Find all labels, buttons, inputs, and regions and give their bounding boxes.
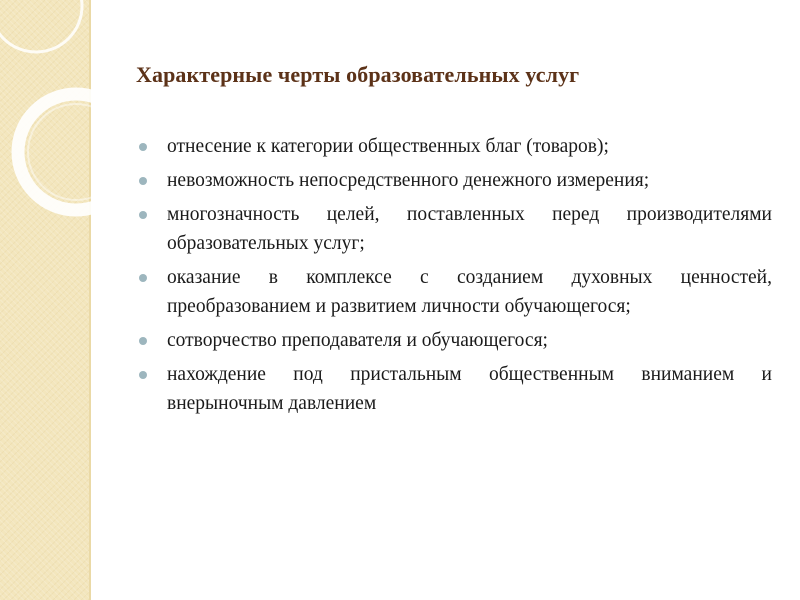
bullet-list bbox=[138, 132, 772, 423]
bullet-dot-icon bbox=[139, 274, 147, 282]
list-item bbox=[138, 326, 772, 355]
bullet-dot-icon bbox=[139, 211, 147, 219]
list-item-text: многозначность целей, поставленных перед производителями образовательных услуг; bbox=[167, 204, 772, 254]
list-item bbox=[138, 360, 772, 418]
list-item-text: нахождение под пристальным общественным вниманием и внерыночным давлением bbox=[167, 364, 772, 414]
list-item bbox=[138, 132, 772, 161]
list-item-text: оказание в комплексе с созданием духовных ценностей, преобразованием и развитием личности обучающегося; bbox=[167, 267, 772, 317]
list-item-text: отнесение к категории общественных благ (товаров); bbox=[167, 136, 609, 157]
slide-title: Характерные черты образовательных услуг bbox=[136, 62, 580, 87]
bullet-dot-icon bbox=[139, 337, 147, 345]
decorative-circles-icon bbox=[0, 0, 140, 230]
list-item bbox=[138, 200, 772, 258]
bullet-dot-icon bbox=[139, 177, 147, 185]
list-item-text: сотворчество преподавателя и обучающегося; bbox=[167, 330, 548, 351]
list-item bbox=[138, 263, 772, 321]
list-item bbox=[138, 166, 772, 195]
list-item-text: невозможность непосредственного денежного измерения; bbox=[167, 170, 650, 191]
bullet-dot-icon bbox=[139, 143, 147, 151]
bullet-dot-icon bbox=[139, 371, 147, 379]
